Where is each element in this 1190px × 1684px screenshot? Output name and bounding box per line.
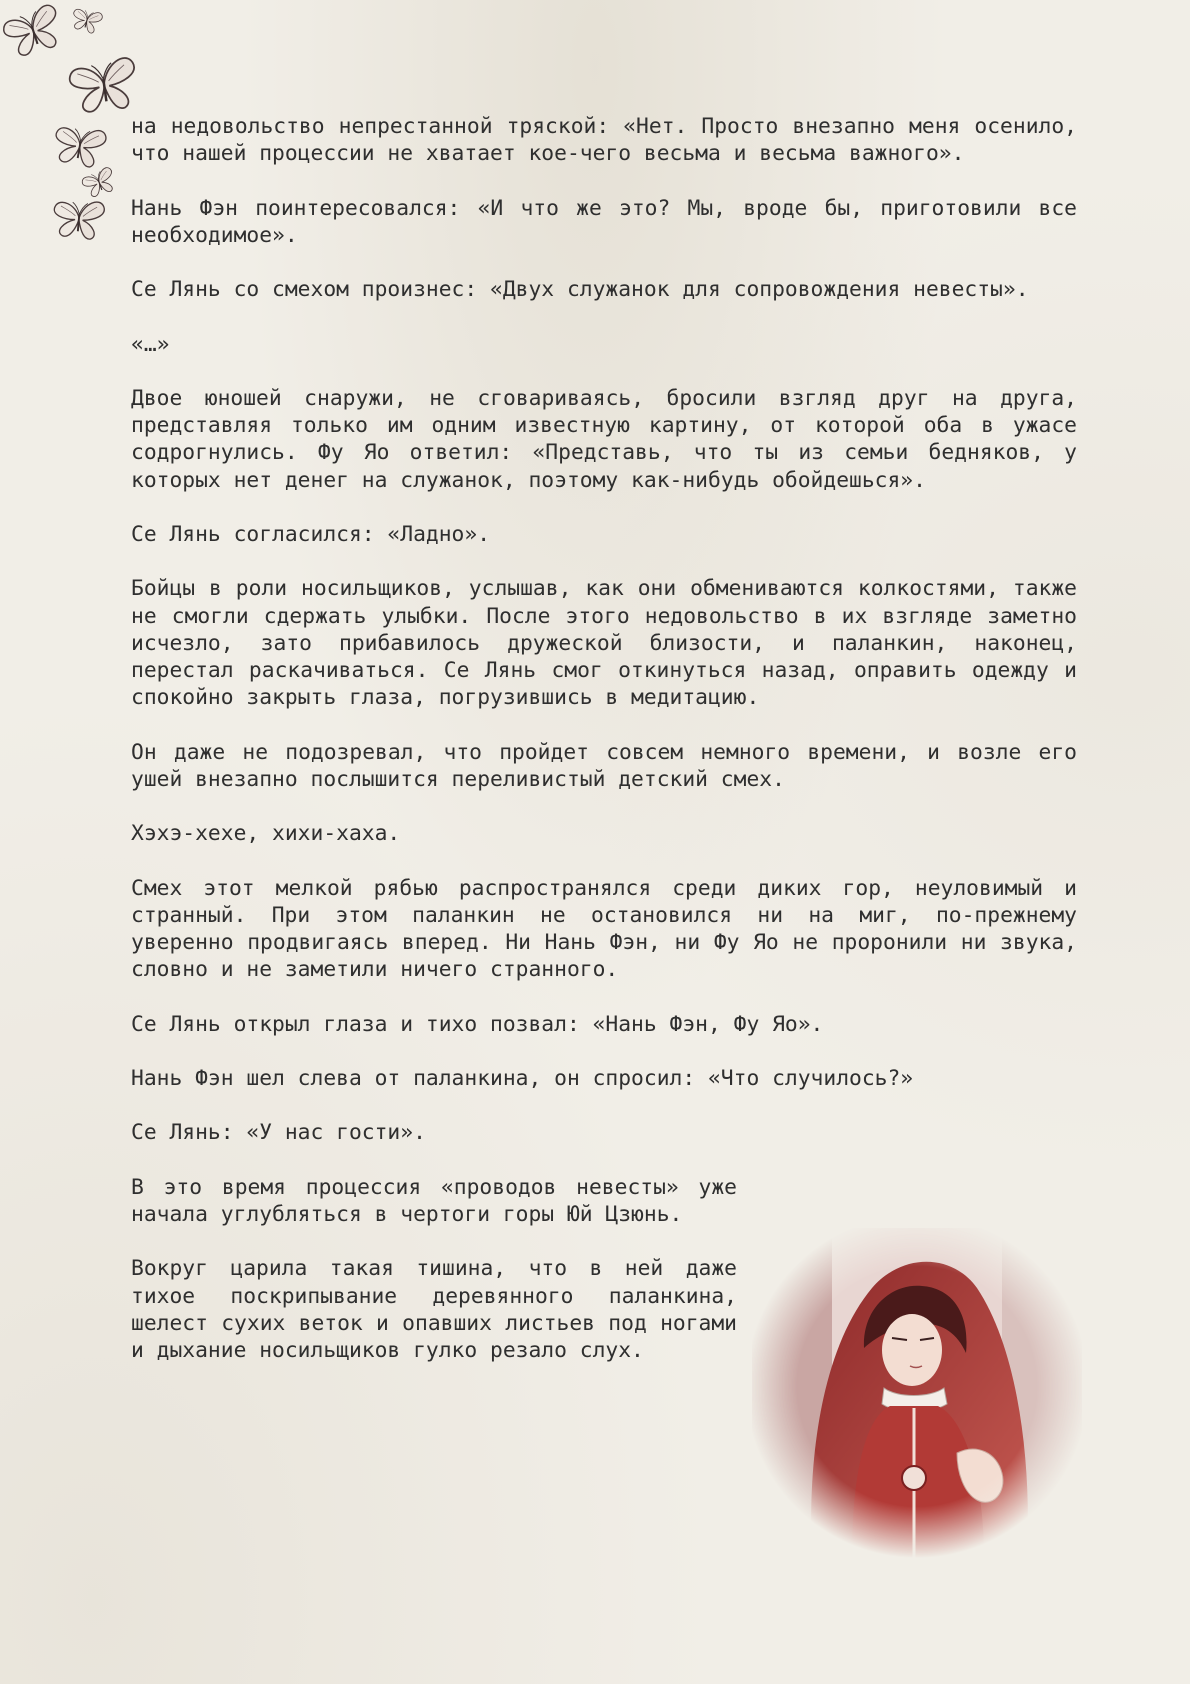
paragraph: Хэхэ-хехе, хихи-хаха. bbox=[131, 821, 401, 847]
paragraph: В это время процессия «проводов невесты» уже начала углубляться в чертоги горы Юй Цзюнь. bbox=[131, 1174, 737, 1227]
butterfly-icon bbox=[80, 166, 118, 199]
paragraph: Смех этот мелкой рябью распространялся среди диких гор, неуловимый и странный. При этом паланкин не остановился ни на миг, по-прежнему уверенно продвигаясь вперед. Ни Нань Фэн, ни Фу Яо не проронили ни звука, словно и не заметили ничего странного. bbox=[131, 875, 1077, 983]
paragraph: Вокруг царила такая тишина, что в ней даже тихое поскрипывание деревянного паланкина, шелест сухих веток и опавших листьев под ногами и дыхание носильщиков гулко резало слух. bbox=[131, 1256, 737, 1363]
paragraph: Нань Фэн поинтересовался: «И что же это? Мы, вроде бы, приготовили все необходимое». bbox=[131, 195, 1077, 248]
paragraph: «…» bbox=[131, 331, 170, 357]
paragraph: Се Лянь со смехом произнес: «Двух служанок для сопровождения невесты». bbox=[131, 277, 1029, 303]
paragraph: Двое юношей снаружи, не сговариваясь, бросили взгляд друг на друга, представляя только им одним известную картину, от которой оба в ужасе содрогнулись. Фу Яо ответил: «Представь, что ты из семьи бедняков, у которых нет денег на служанок, поэтому как-нибудь обойдешься». bbox=[131, 385, 1077, 493]
paragraph: Се Лянь согласился: «Ладно». bbox=[131, 521, 491, 547]
paragraph: на недовольство непрестанной тряской: «Нет. Просто внезапно меня осенило, что нашей процессии не хватает кое-чего весьма и весьма важного». bbox=[131, 114, 1077, 167]
butterfly-icon bbox=[68, 57, 140, 115]
butterfly-decoration bbox=[0, 0, 150, 250]
paragraph: Се Лянь: «У нас гости». bbox=[131, 1120, 426, 1146]
butterfly-icon bbox=[52, 198, 105, 240]
paragraph: Бойцы в роли носильщиков, услышав, как они обмениваются колкостями, также не смогли сдержать улыбки. После этого недовольство в их взгляде заметно исчезло, зато прибавилось дружеской близости, и паланкин, наконец, перестал раскачиваться. Се Лянь смог откинуться назад, оправить одежду и спокойно закрыть глаза, погрузившись в медитацию. bbox=[131, 576, 1077, 711]
page-text bbox=[131, 113, 1077, 1391]
paragraph: Се Лянь открыл глаза и тихо позвал: «Нань Фэн, Фу Яо». bbox=[131, 1011, 824, 1037]
butterfly-icon bbox=[52, 123, 108, 169]
paragraph: Он даже не подозревал, что пройдет совсем немного времени, и возле его ушей внезапно послышится переливистый детский смех. bbox=[131, 739, 1077, 792]
butterfly-icon bbox=[70, 6, 103, 35]
illustration-figure-in-red-hood bbox=[752, 1228, 1082, 1558]
paragraph: Нань Фэн шел слева от паланкина, он спросил: «Что случилось?» bbox=[131, 1065, 914, 1091]
butterfly-icon bbox=[0, 3, 65, 60]
